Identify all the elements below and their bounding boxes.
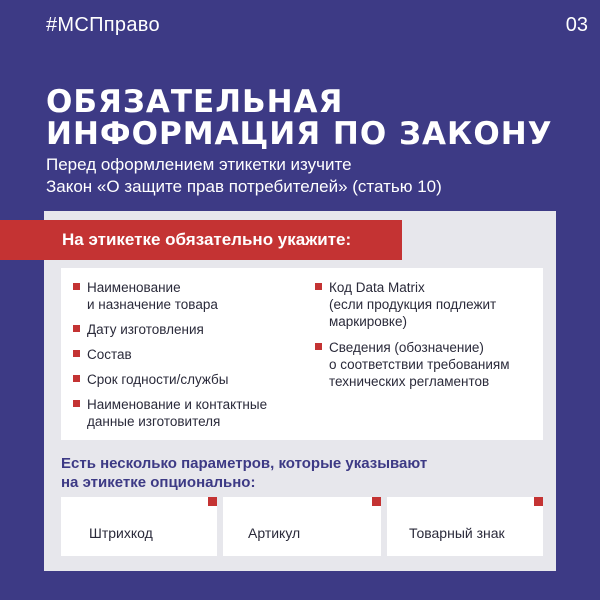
corner-square-icon xyxy=(208,497,217,506)
page-number: 03 xyxy=(565,14,588,36)
required-banner xyxy=(0,220,402,260)
list-item: Наименование и назначение товара xyxy=(73,279,303,313)
required-list-right xyxy=(315,279,540,399)
square-bullet-icon xyxy=(315,343,322,350)
square-bullet-icon xyxy=(73,350,80,357)
title-line-2: ИНФОРМАЦИЯ ПО ЗАКОНУ xyxy=(46,116,553,152)
required-list xyxy=(61,268,543,440)
corner-square-icon xyxy=(372,497,381,506)
optional-card-label: Товарный знак xyxy=(409,525,505,541)
square-bullet-icon xyxy=(73,400,80,407)
list-item: Код Data Matrix (если продукция подлежит маркировке) xyxy=(315,279,540,330)
list-item: Дату изготовления xyxy=(73,321,303,338)
corner-square-icon xyxy=(534,497,543,506)
optional-card-article xyxy=(223,497,381,556)
list-item: Сведения (обозначение) о соответствии требованиям технических регламентов xyxy=(315,339,540,390)
subtitle-line-1: Перед оформлением этикетки изучите xyxy=(46,155,352,174)
required-list-left xyxy=(73,279,303,438)
subtitle xyxy=(46,154,566,198)
optional-card-trademark xyxy=(387,497,543,556)
list-item: Срок годности/службы xyxy=(73,371,303,388)
square-bullet-icon xyxy=(315,283,322,290)
square-bullet-icon xyxy=(73,325,80,332)
subtitle-line-2: Закон «О защите прав потребителей» (статью 10) xyxy=(46,177,442,196)
required-banner-text: На этикетке обязательно укажите: xyxy=(62,230,352,249)
list-item: Наименование и контактные данные изготовителя xyxy=(73,396,303,430)
page-title xyxy=(46,86,586,150)
optional-card-barcode xyxy=(61,497,217,556)
square-bullet-icon xyxy=(73,375,80,382)
optional-card-label: Штрихкод xyxy=(89,525,153,541)
square-bullet-icon xyxy=(73,283,80,290)
optional-card-label: Артикул xyxy=(248,525,301,541)
title-line-1: ОБЯЗАТЕЛЬНАЯ xyxy=(46,84,344,120)
list-item: Состав xyxy=(73,346,303,363)
hashtag: #МСПправо xyxy=(46,14,160,36)
optional-heading: Есть несколько параметров, которые указывают на этикетке опционально: xyxy=(61,455,428,491)
